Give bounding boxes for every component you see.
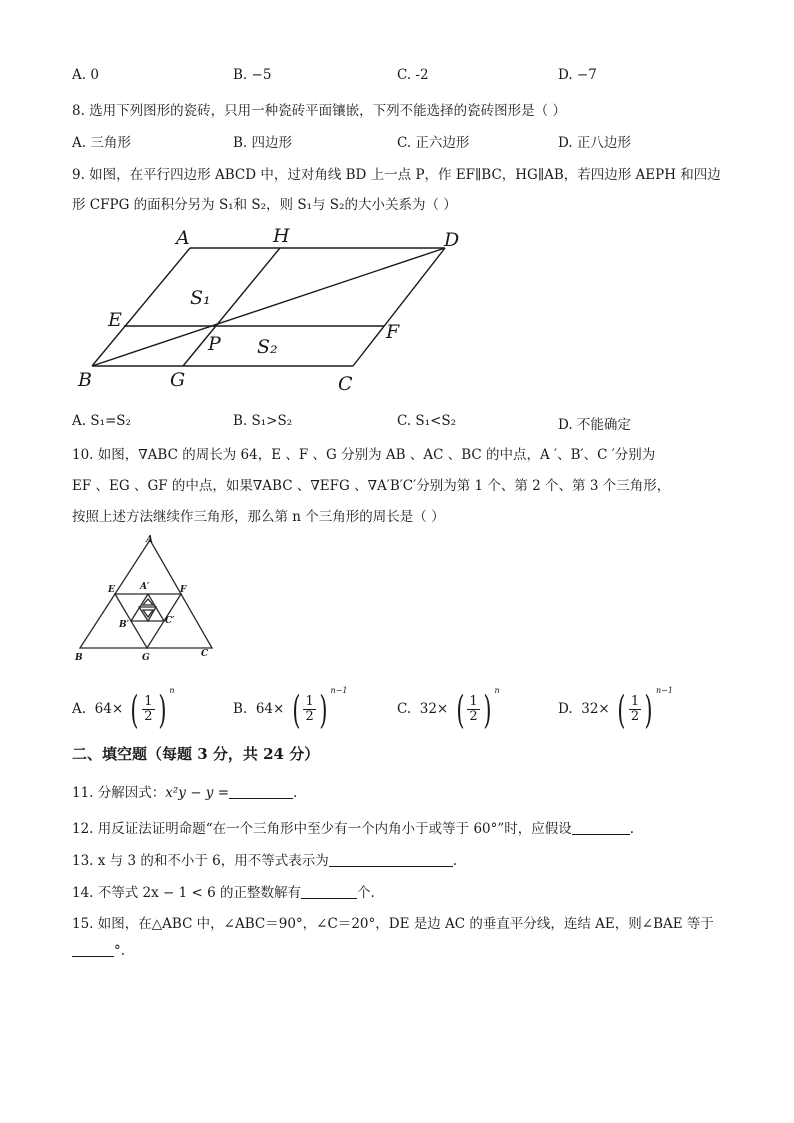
side-ab bbox=[92, 248, 190, 366]
fraction: ( 1 2 ) bbox=[291, 687, 328, 732]
q8-option-d: D. 正八边形 bbox=[558, 135, 631, 151]
label-c: C bbox=[338, 373, 353, 395]
answer-blank[interactable] bbox=[301, 897, 357, 899]
label-g: G bbox=[142, 653, 150, 663]
answer-blank[interactable] bbox=[572, 833, 630, 835]
q10-nested-triangles-figure bbox=[70, 530, 220, 665]
answer-blank[interactable] bbox=[229, 797, 293, 799]
label-a: A bbox=[176, 227, 190, 249]
q8-option-a: A. 三角形 bbox=[72, 135, 131, 151]
q11: 11. 分解因式：x²y − y = . bbox=[72, 785, 298, 801]
label-c: C bbox=[201, 649, 209, 659]
q7-option-c: C. -2 bbox=[397, 67, 429, 83]
q10-option-b: B. 64× ( 1 2 ) $^{n-1}$ bbox=[233, 686, 348, 732]
q10-option-c: C. 32× ( 1 2 ) $^n$ bbox=[397, 686, 500, 732]
label-f: F bbox=[180, 585, 187, 595]
q9-stem-line2: 形 CFPG 的面积分另为 S₁和 S₂，则 S₁与 S₂的大小关系为（ ） bbox=[72, 197, 457, 213]
label-a-prime: A′ bbox=[140, 582, 150, 592]
q13: 13. x 与 3 的和不小于 6，用不等式表示为 . bbox=[72, 853, 458, 869]
q15-line2: °. bbox=[72, 943, 125, 959]
label-d: D bbox=[444, 229, 460, 251]
q9-option-c: C. S₁<S₂ bbox=[397, 413, 457, 429]
label-b: B bbox=[78, 369, 92, 391]
label-e: E bbox=[108, 309, 122, 331]
label-h: H bbox=[273, 225, 290, 247]
label-s1: S₁ bbox=[190, 287, 211, 309]
label-b-prime: B′ bbox=[119, 620, 129, 630]
q12: 12. 用反证法证明命题“在一个三角形中至少有一个内角小于或等于 60°”时，应假设 . bbox=[72, 821, 635, 837]
q14: 14. 不等式 2x − 1 < 6 的正整数解有 个. bbox=[72, 885, 375, 901]
label-p: P bbox=[208, 333, 221, 355]
q7-option-b: B. −5 bbox=[233, 67, 272, 83]
label-a: A bbox=[146, 535, 153, 545]
q9-stem-line1: 9. 如图，在平行四边形 ABCD 中，过对角线 BD 上一点 P，作 EF∥BC，HG∥AB，若四边形 AEPH 和四边 bbox=[72, 167, 721, 183]
q10-stem-line1: 10. 如图，∇ABC 的周长为 64，E 、F 、G 分别为 AB 、AC 、BC 的中点，A ′、B′、C ′分别为 bbox=[72, 447, 656, 463]
q10-option-a: A. 64× ( 1 2 ) $^n$ bbox=[72, 686, 175, 732]
fraction: ( 1 2 ) bbox=[130, 687, 167, 732]
q15-line1: 15. 如图，在△ABC 中，∠ABC＝90°，∠C＝20°，DE 是边 AC 的垂直平分线，连结 AE，则∠BAE 等于 bbox=[72, 916, 714, 932]
label-f: F bbox=[386, 321, 400, 343]
q7-option-a: A. 0 bbox=[72, 67, 99, 83]
label-s2: S₂ bbox=[257, 336, 278, 358]
answer-blank[interactable] bbox=[72, 955, 114, 957]
q9-option-b: B. S₁>S₂ bbox=[233, 413, 293, 429]
label-c-prime: C′ bbox=[165, 616, 175, 626]
side-dc bbox=[353, 248, 445, 366]
q10-option-d: D. 32× ( 1 2 ) $^{n-1}$ bbox=[558, 686, 673, 732]
label-b: B bbox=[75, 653, 83, 663]
label-g: G bbox=[170, 369, 186, 391]
q9-parallelogram-figure bbox=[70, 222, 470, 398]
q10-stem-line2: EF 、EG 、GF 的中点，如果∇ABC 、∇EFG 、∇A′B′C′分别为第 1 个、第 2 个、第 3 个三角形， bbox=[72, 478, 671, 494]
section-heading: 二、填空题（每题 3 分，共 24 分） bbox=[72, 745, 320, 763]
fraction: ( 1 2 ) bbox=[455, 687, 492, 732]
q9-option-d: D. 不能确定 bbox=[558, 417, 631, 433]
q10-stem-line3: 按照上述方法继续作三角形，那么第 n 个三角形的周长是（ ） bbox=[72, 509, 445, 525]
label-e: E bbox=[108, 585, 115, 595]
q7-option-d: D. −7 bbox=[558, 67, 597, 83]
q8-option-c: C. 正六边形 bbox=[397, 135, 470, 151]
q9-option-a: A. S₁=S₂ bbox=[72, 413, 131, 429]
answer-blank[interactable] bbox=[329, 865, 453, 867]
q8-option-b: B. 四边形 bbox=[233, 135, 293, 151]
fraction: ( 1 2 ) bbox=[617, 687, 653, 732]
q8-stem: 8. 选用下列图形的瓷砖，只用一种瓷砖平面镶嵌，下列不能选择的瓷砖图形是（ ） bbox=[72, 103, 566, 119]
